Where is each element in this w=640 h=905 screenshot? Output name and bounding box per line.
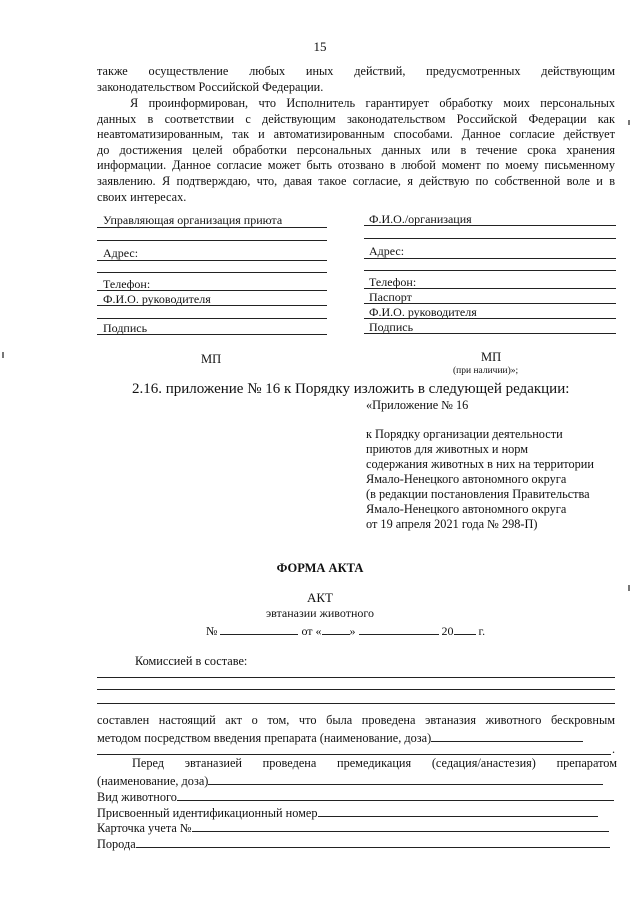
page-number: 15 [313, 39, 327, 54]
premed-drug-field[interactable] [208, 772, 603, 785]
left-blank-line [97, 240, 327, 241]
left-head-label: Ф.И.О. руководителя [103, 292, 211, 306]
id-number-field[interactable] [318, 804, 598, 817]
left-org-line [97, 227, 327, 228]
right-blank-line [364, 270, 616, 271]
act-year-field[interactable] [454, 622, 476, 635]
intro-line-1: также осуществление любых иных действий, предусмотренных действующим [97, 64, 615, 78]
act-year-prefix: 20 [441, 624, 454, 638]
left-head-line [97, 305, 327, 306]
paragraph-line: информации. Данное согласие может быть отозвано в любой момент по моему письменному [97, 158, 615, 172]
breed-field[interactable] [136, 835, 610, 848]
scan-edge-mark [2, 352, 4, 358]
card-label: Карточка учета № [97, 821, 192, 835]
act-month-field[interactable] [359, 622, 439, 635]
scan-edge-mark [628, 120, 630, 125]
paragraph-line: неавтоматизированным, так и автоматизированным способами. Данное согласие действует [97, 127, 615, 141]
right-name-label: Ф.И.О./организация [369, 212, 472, 226]
left-address-line [97, 260, 327, 261]
right-blank-line [364, 238, 616, 239]
species-label: Вид животного [97, 790, 177, 804]
appendix-line: содержания животных в них на территории [366, 457, 594, 471]
left-phone-label: Телефон: [103, 277, 151, 291]
left-stamp: МП [201, 352, 222, 366]
drug-name-line[interactable] [97, 754, 611, 755]
act-year-suffix: г. [478, 624, 486, 638]
act-title: АКТ [307, 590, 333, 605]
left-address-label: Адрес: [103, 246, 139, 260]
paragraph-line: Я проинформирован, что Исполнитель гарантирует обработку моих персональных [130, 96, 615, 110]
intro-line-2: законодательством Российской Федерации. [97, 80, 324, 94]
commission-line[interactable] [97, 703, 615, 704]
right-name-line [364, 225, 616, 226]
right-stamp: МП [481, 350, 502, 364]
premed-line-2-row [97, 772, 603, 790]
left-blank-line [97, 318, 327, 319]
id-number-label: Присвоенный идентификационный номер [97, 806, 318, 820]
right-head-label: Ф.И.О. руководителя [369, 305, 477, 319]
composed-line-2 [97, 729, 583, 747]
commission-label: Комиссией в составе: [135, 654, 248, 668]
act-subtitle: эвтаназии животного [266, 606, 374, 620]
appendix-title: «Приложение № 16 [366, 398, 469, 412]
appendix-line: Ямало-Ненецкого автономного округа [366, 502, 567, 516]
premed-line-1: Перед эвтаназией проведена премедикация (седация/анастезия) препаратом [132, 756, 617, 770]
right-address-line [364, 258, 616, 259]
commission-line[interactable] [97, 677, 615, 678]
breed-label: Порода [97, 837, 136, 851]
right-phone-line [364, 288, 616, 289]
appendix-line: Ямало-Ненецкого автономного округа [366, 472, 567, 486]
act-from-label: от « [301, 624, 322, 638]
act-number-label: № [206, 624, 218, 638]
composed-line-2-text: методом посредством введения препарата (наименование, доза) [97, 731, 432, 745]
paragraph-line: до достижения целей обработки персональных данных или в течение срока хранения [97, 143, 615, 157]
act-quote-close: » [349, 624, 356, 638]
right-phone-label: Телефон: [369, 275, 417, 289]
appendix-line: от 19 апреля 2021 года № 298-П) [366, 517, 538, 531]
paragraph-line: данных в соответствии с действующим законодательством Российской Федерации как [97, 112, 615, 126]
species-field[interactable] [177, 788, 614, 801]
left-signature-label: Подпись [103, 321, 148, 335]
composed-line-1: составлен настоящий акт о том, что была проведена эвтаназия животного бескровным [97, 713, 615, 727]
left-phone-line [97, 290, 327, 291]
act-number-date-row [206, 622, 485, 639]
species-row [97, 788, 614, 806]
right-address-label: Адрес: [369, 244, 405, 258]
right-stamp-note: (при наличии)»; [453, 366, 519, 376]
act-number-field[interactable] [220, 622, 298, 635]
form-title: ФОРМА АКТА [276, 561, 364, 575]
left-signature-line [97, 334, 327, 335]
paragraph-line: своих интересах. [97, 190, 187, 204]
premed-line-2: (наименование, доза) [97, 774, 209, 788]
right-signature-label: Подпись [369, 320, 414, 334]
scan-edge-mark [628, 585, 630, 591]
drug-name-field[interactable] [431, 729, 583, 742]
composed-line-end: . [612, 742, 616, 756]
paragraph-line: заявлению. Я подтверждаю, что, давая такое согласие, я действую по собственной воле и в [97, 174, 615, 188]
appendix-line: приютов для животных и норм [366, 442, 529, 456]
right-passport-label: Паспорт [369, 290, 412, 304]
right-head-line [364, 318, 616, 319]
act-day-field[interactable] [322, 622, 350, 635]
card-row [97, 819, 609, 837]
appendix-line: к Порядку организации деятельности [366, 427, 563, 441]
commission-line[interactable] [97, 689, 615, 690]
left-org-label: Управляющая организация приюта [103, 213, 283, 227]
appendix-line: (в редакции постановления Правительства [366, 487, 590, 501]
left-blank-line [97, 272, 327, 273]
amendment-heading: 2.16. приложение № 16 к Порядку изложить в следующей редакции: [132, 381, 570, 397]
card-field[interactable] [192, 819, 609, 832]
right-passport-line [364, 303, 616, 304]
right-signature-line [364, 333, 616, 334]
breed-row [97, 835, 610, 853]
